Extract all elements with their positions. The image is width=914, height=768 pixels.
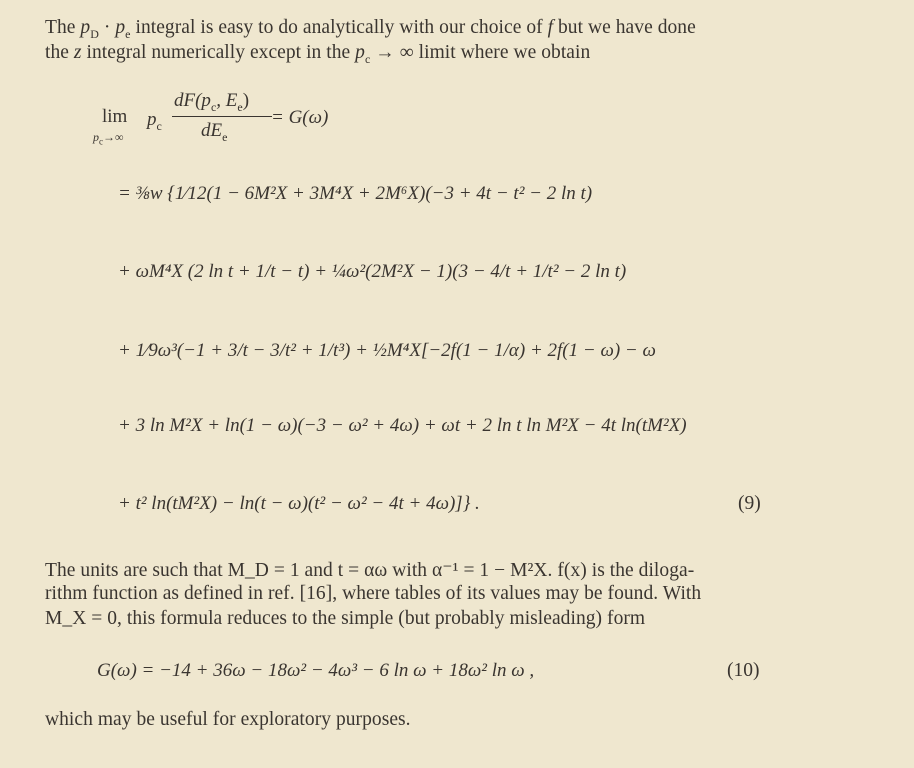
eq9-row-1: = ⅜w {1⁄12(1 − 6M²X + 3M⁴X + 2M⁶X)(−3 + 4t − t² − 2 ln t)	[118, 183, 593, 204]
eq9-limit-subscript: $p_c\to\infty$	[93, 130, 124, 147]
eq9-number: (9)	[738, 493, 761, 514]
intro-line-2: the z integral numerically except in the $p_c$ → ∞ limit where we obtain	[45, 42, 591, 66]
eq9-fraction-bar	[172, 116, 272, 117]
para2-line-3: M_X = 0, this formula reduces to the simple (but probably misleading) form	[45, 608, 646, 629]
eq9-derivative-numerator: $dF(p_c$, $E_e$)	[174, 90, 250, 114]
eq9-derivative-denominator: $dE_e$	[201, 120, 228, 144]
eq9-rhs: = G(ω)	[271, 107, 329, 128]
closing-line: which may be useful for exploratory purposes.	[45, 709, 411, 730]
eq9-row-2: + ωM⁴X (2 ln t + 1/t − t) + ¼ω²(2M²X − 1)(3 − 4/t + 1/t² − 2 ln t)	[118, 261, 627, 282]
intro-line-1: The $p_D \cdot p_e$ integral is easy to do analytically with our choice of f but we have done	[45, 17, 696, 41]
para2-line-1: The units are such that M_D = 1 and t = αω with α⁻¹ = 1 − M²X. f(x) is the diloga-	[45, 560, 695, 581]
eq9-row-5: + t² ln(tM²X) − ln(t − ω)(t² − ω² − 4t + 4ω)]} .	[118, 493, 480, 514]
eq9-limit: lim	[102, 106, 128, 127]
para2-line-2: rithm function as defined in ref. [16], where tables of its values may be found. With	[45, 583, 702, 604]
eq10-number: (10)	[727, 660, 760, 681]
eq9-row-3: + 1⁄9ω³(−1 + 3/t − 3/t² + 1/t³) + ½M⁴X[−2f(1 − 1/α) + 2f(1 − ω) − ω	[118, 340, 656, 361]
eq9-row-4: + 3 ln M²X + ln(1 − ω)(−3 − ω² + 4ω) + ωt + 2 ln t ln M²X − 4t ln(tM²X)	[118, 415, 687, 436]
eq10-body: G(ω) = −14 + 36ω − 18ω² − 4ω³ − 6 ln ω + 18ω² ln ω ,	[97, 660, 535, 681]
eq9-pc: $p_c$	[147, 109, 162, 133]
